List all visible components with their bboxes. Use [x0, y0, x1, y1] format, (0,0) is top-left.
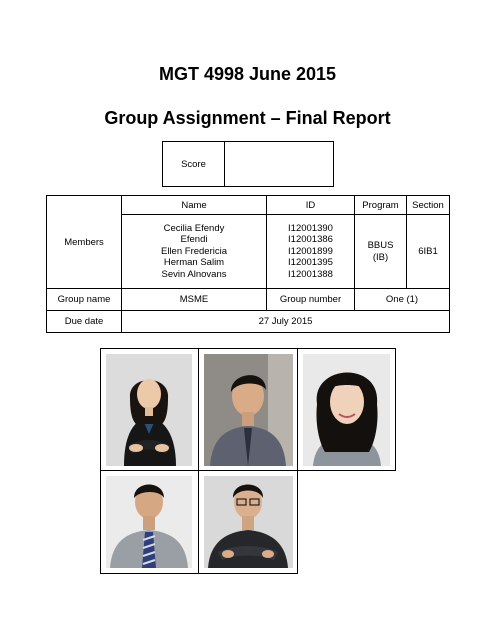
- document-subtitle: Group Assignment – Final Report: [104, 108, 391, 128]
- members-label: Members: [47, 196, 122, 289]
- member-id: I12001899: [288, 245, 333, 257]
- group-name-value: MSME: [122, 289, 267, 311]
- photo-grid-line: [100, 348, 396, 349]
- member-photo: [106, 476, 192, 568]
- member-id: I12001390: [288, 222, 333, 234]
- score-table: [162, 141, 334, 187]
- member-info-table: [46, 195, 450, 333]
- member-photo: [303, 354, 390, 466]
- member-name: Ellen Fredericia: [161, 245, 227, 257]
- photo-grid-line: [198, 348, 199, 574]
- name-header: Name: [122, 196, 267, 215]
- member-photo: [204, 354, 293, 466]
- photo-grid-line: [100, 573, 298, 574]
- program-line: BBUS: [367, 239, 394, 251]
- member-photos: [100, 348, 396, 574]
- member-name: Efendi: [180, 234, 208, 246]
- photo-grid-line: [395, 348, 396, 471]
- score-label: Score: [163, 142, 225, 187]
- score-value: [225, 142, 334, 187]
- program-line: (IB): [372, 251, 389, 263]
- group-number-value: One (1): [355, 289, 450, 311]
- section-value: 6IB1: [407, 215, 450, 289]
- section-header: Section: [407, 196, 450, 215]
- member-ids: [267, 215, 355, 289]
- group-number-label: Group number: [267, 289, 355, 311]
- due-date-label: Due date: [47, 311, 122, 333]
- program-header: Program: [355, 196, 407, 215]
- member-name: Cecilia Efendy: [163, 222, 225, 234]
- member-photo: [204, 476, 293, 568]
- member-id: I12001388: [288, 268, 333, 280]
- photo-grid-line: [297, 348, 298, 574]
- member-name: Herman Salim: [163, 257, 225, 269]
- due-date-value: 27 July 2015: [122, 311, 450, 333]
- member-photo: [106, 354, 192, 466]
- group-name-label: Group name: [47, 289, 122, 311]
- document-title: MGT 4998 June 2015: [158, 64, 337, 84]
- photo-grid-line: [100, 348, 101, 574]
- member-names: [122, 215, 267, 289]
- photo-grid-line: [100, 470, 396, 471]
- member-id: I12001395: [288, 257, 333, 269]
- id-header: ID: [267, 196, 355, 215]
- member-name: Sevin Alnovans: [161, 268, 227, 280]
- program-value: [355, 215, 407, 289]
- member-id: I12001386: [288, 234, 333, 246]
